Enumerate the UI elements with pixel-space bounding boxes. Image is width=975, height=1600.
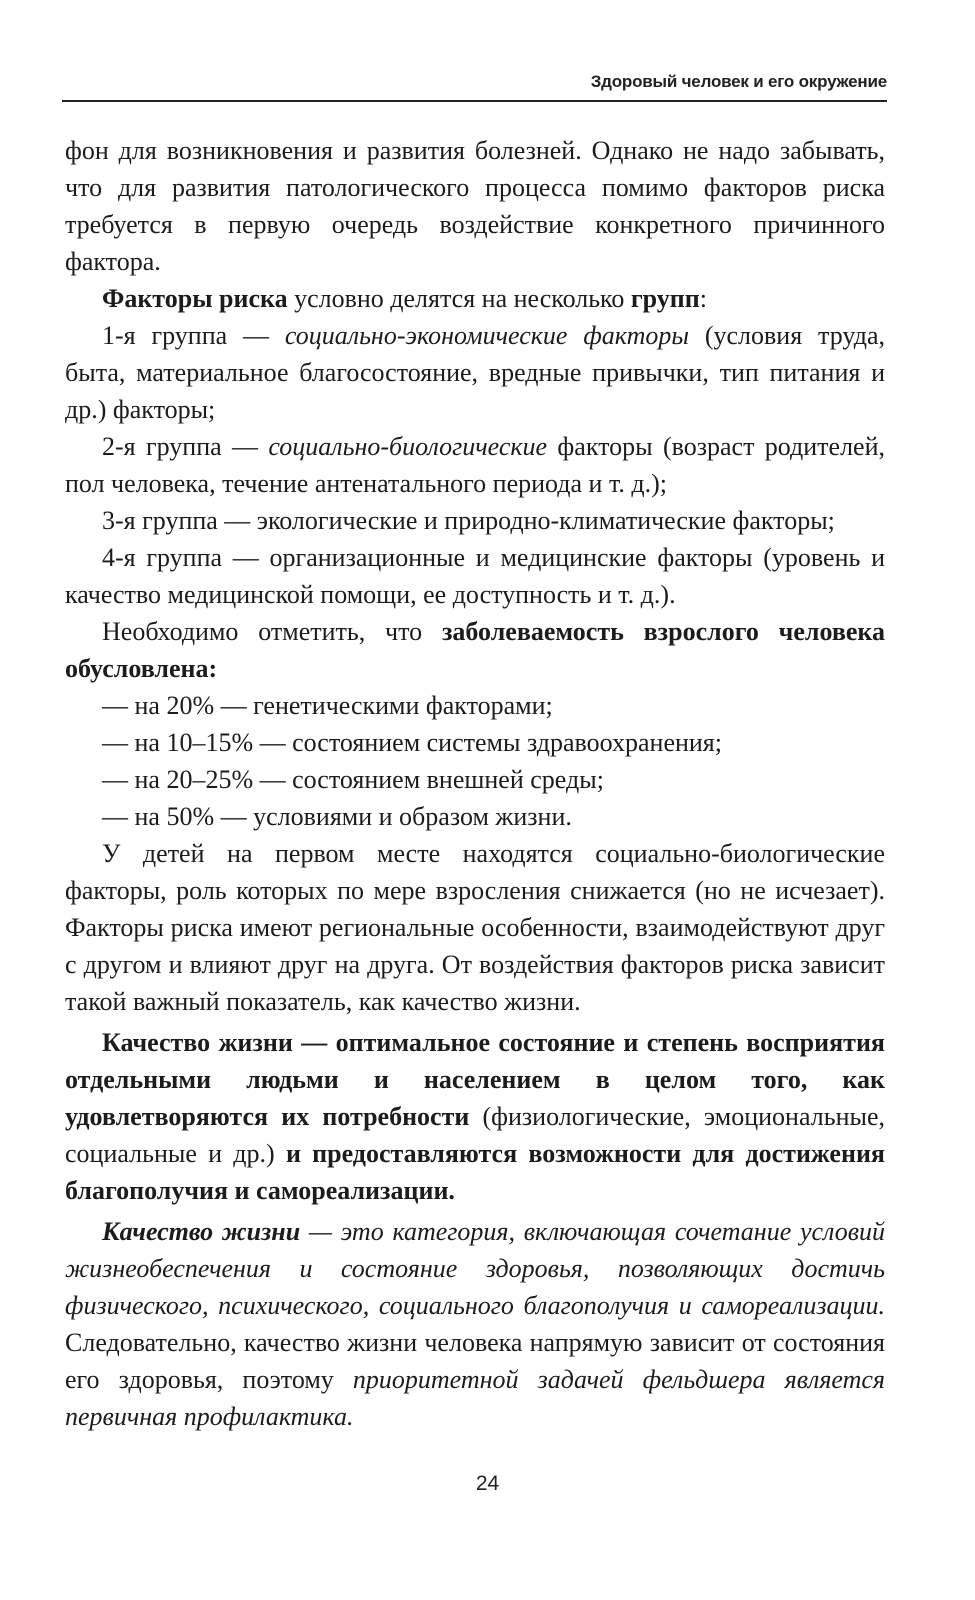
list-item-lifestyle: — на 50% — условиями и образом жизни. [102, 802, 572, 831]
list-item-environment: — на 20–25% — состоянием внешней среды; [102, 765, 604, 794]
group-1: 1-я группа — социально-экономические факторы (условия труда, быта, материальное благосостояние, вредные привычки, тип питания и др.) факторы; [65, 321, 885, 424]
list-item-healthcare: — на 10–15% — состоянием системы здравоохранения; [102, 728, 722, 757]
paragraph-morbidity: Необходимо отметить, что заболеваемость взрослого человека обусловлена: [65, 617, 885, 683]
paragraph-risk-groups: Факторы риска условно делятся на несколько групп: [102, 284, 707, 313]
group-3: 3-я группа — экологические и природно-климатические факторы; [102, 506, 835, 535]
page-number: 24 [475, 1472, 500, 1495]
paragraph-intro: фон для возникновения и развития болезней. Однако не надо забывать, что для развития патологического процесса помимо факторов риска требуется в первую очередь воздействие конкретного причинного фактора. [65, 136, 885, 276]
group-4: 4-я группа — организационные и медицинские факторы (уровень и качество медицинской помощи, ее доступность и т. д.). [65, 543, 885, 609]
header-rule [62, 100, 887, 102]
paragraph-quality-of-life-definition: Качество жизни — оптимальное состояние и степень восприятия отдельными людьми и населением в целом того, как удовлетворяются их потребности (физиологические, эмоциональные, социальные и др.) и предоставляются возможности для достижения благополучия и самореализации. [65, 1028, 885, 1205]
paragraph-quality-of-life-category: Качество жизни — это категория, включающая сочетание условий жизнеобеспечения и состояние здоровья, позволяющих достичь физического, психического, социального благополучия и самореализации. Следовательно, качество жизни человека напрямую зависит от состояния его здоровья, поэтому приоритетной задачей фельдшера является первичная профилактика. [65, 1217, 886, 1431]
running-header: Здоровый человек и его окружение [590, 72, 887, 91]
paragraph-children: У детей на первом месте находятся социально-биологические факторы, роль которых по мере взросления снижается (но не исчезает). Факторы риска имеют региональные особенности, взаимодействуют друг с другом и влияют друг на друга. От воздействия факторов риска зависит такой важный показатель, как качество жизни. [65, 839, 885, 1016]
group-2: 2-я группа — социально-биологические факторы (возраст родителей, пол человека, течение антенатального периода и т. д.); [65, 432, 886, 498]
list-item-genetic: — на 20% — генетическими факторами; [102, 691, 553, 720]
page-body [65, 132, 885, 1435]
